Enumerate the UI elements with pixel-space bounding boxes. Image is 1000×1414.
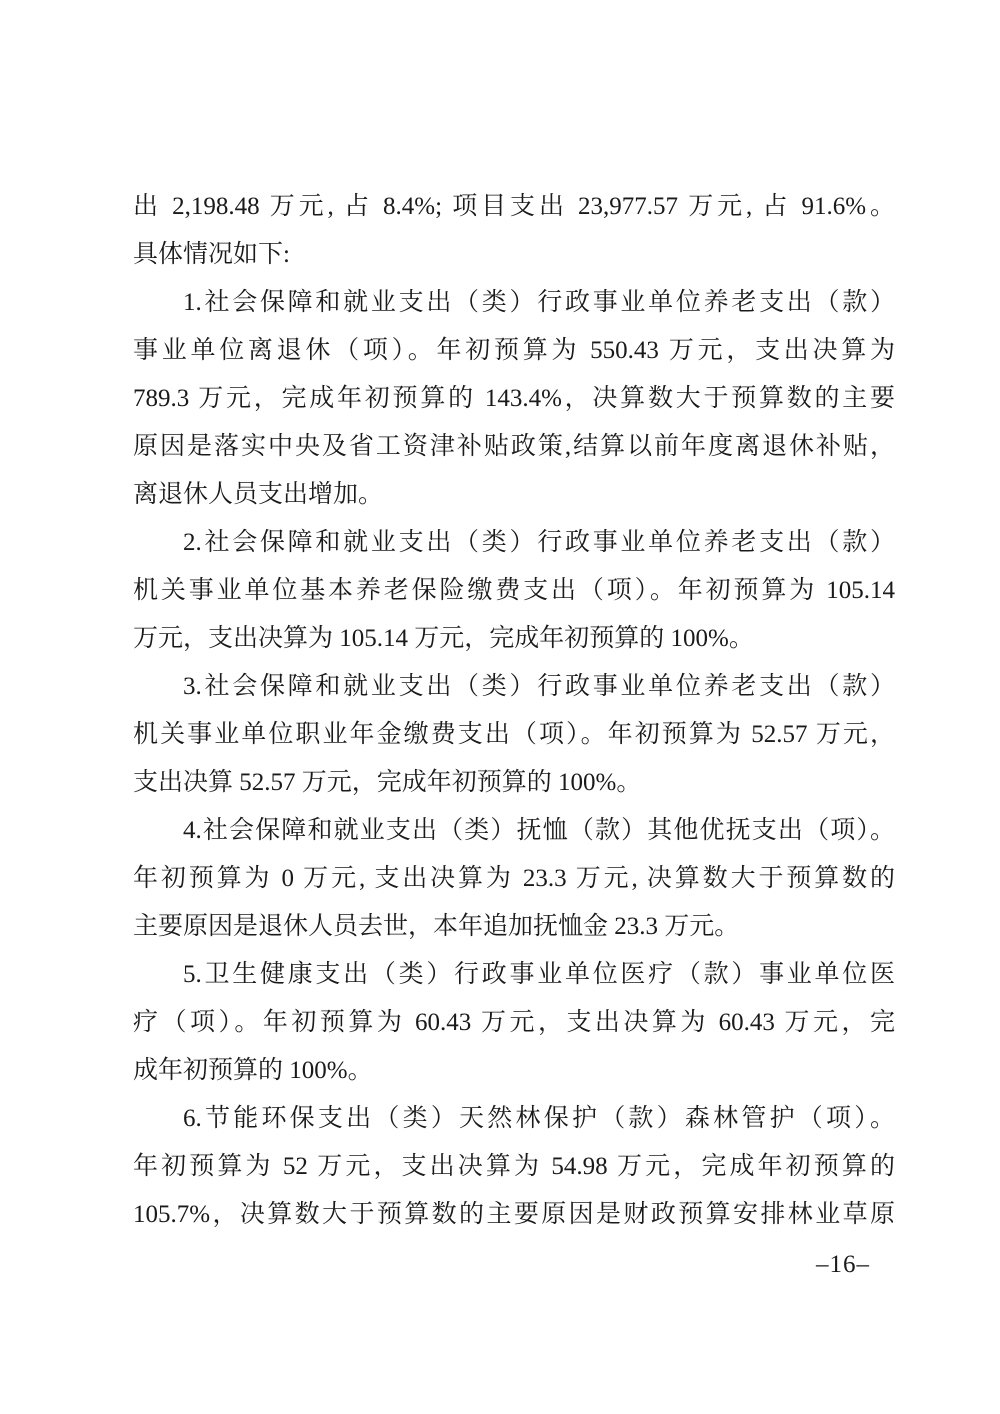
- text-line: 疗（项）。年初预算为 60.43 万元，支出决算为 60.43 万元，完: [133, 1009, 895, 1036]
- text-line: 具体情况如下:: [133, 241, 290, 268]
- text-line: 5.卫生健康支出（类）行政事业单位医疗（款）事业单位医: [183, 961, 895, 988]
- text-line: 成年初预算的 100%。: [133, 1057, 373, 1084]
- text-line: 105.7%，决算数大于预算数的主要原因是财政预算安排林业草原: [133, 1201, 895, 1228]
- text-line: 年初预算为 0 万元, 支出决算为 23.3 万元, 决算数大于预算数的: [133, 865, 895, 892]
- page-number: –16–: [816, 1251, 870, 1278]
- text-line: 支出决算 52.57 万元，完成年初预算的 100%。: [133, 769, 642, 796]
- text-line: 机关事业单位基本养老保险缴费支出（项）。年初预算为 105.14: [133, 577, 895, 604]
- text-line: 出 2,198.48 万元, 占 8.4%; 项目支出 23,977.57 万元, 占 91.6%。: [133, 193, 895, 220]
- text-line: 4.社会保障和就业支出（类）抚恤（款）其他优抚支出（项）。: [183, 817, 895, 844]
- text-line: 1.社会保障和就业支出（类）行政事业单位养老支出（款）: [183, 289, 895, 316]
- text-line: 离退休人员支出增加。: [133, 481, 384, 508]
- text-line: 2.社会保障和就业支出（类）行政事业单位养老支出（款）: [183, 529, 895, 556]
- text-line: 机关事业单位职业年金缴费支出（项）。年初预算为 52.57 万元，: [133, 721, 895, 748]
- text-line: 主要原因是退休人员去世，本年追加抚恤金 23.3 万元。: [133, 913, 740, 940]
- text-line: 789.3 万元，完成年初预算的 143.4%，决算数大于预算数的主要: [133, 385, 895, 412]
- text-line: 原因是落实中央及省工资津补贴政策,结算以前年度离退休补贴，: [133, 433, 895, 460]
- text-line: 事业单位离退休（项）。年初预算为 550.43 万元，支出决算为: [133, 337, 895, 364]
- text-line: 6.节能环保支出（类）天然林保护（款）森林管护（项）。: [183, 1105, 895, 1132]
- document-body: [133, 183, 895, 1239]
- text-line: 万元，支出决算为 105.14 万元，完成年初预算的 100%。: [133, 625, 754, 652]
- text-line: 3.社会保障和就业支出（类）行政事业单位养老支出（款）: [183, 673, 895, 700]
- text-line: 年初预算为 52 万元，支出决算为 54.98 万元，完成年初预算的: [133, 1153, 895, 1180]
